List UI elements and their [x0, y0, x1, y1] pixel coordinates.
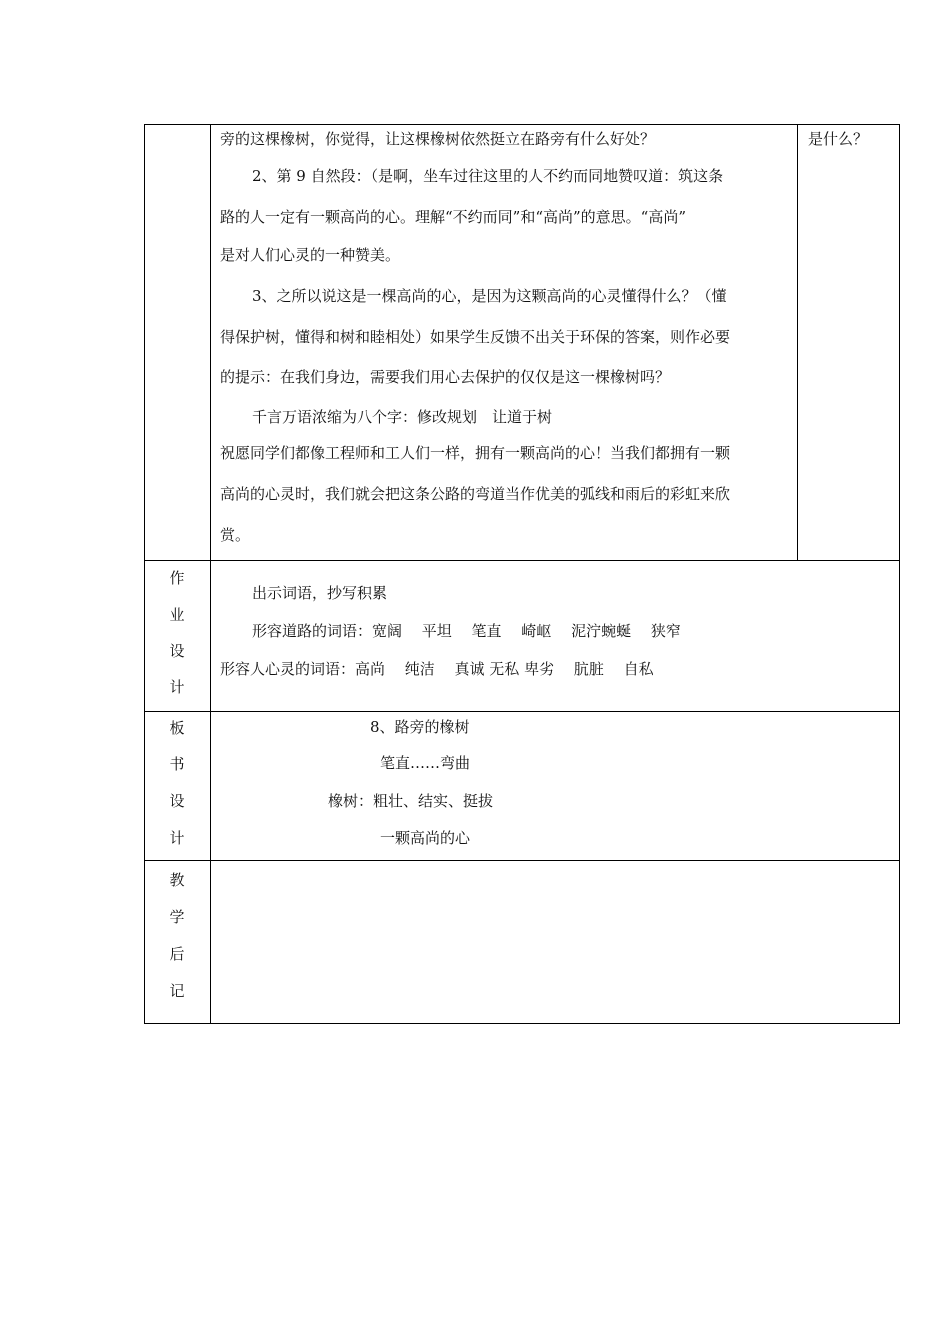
row-divider-board	[144, 711, 900, 712]
reflection-label-char: 后	[169, 945, 185, 963]
board-label-char: 板	[169, 719, 185, 737]
table-border-top	[144, 124, 900, 125]
reflection-label-char: 教	[169, 871, 185, 889]
board-line: 一颗高尚的心	[380, 829, 471, 847]
homework-label-char: 业	[169, 606, 185, 624]
homework-label-char: 作	[169, 569, 185, 587]
lesson-line: 3、之所以说这是一棵高尚的心，是因为这颗高尚的心灵懂得什么？（懂	[252, 287, 727, 305]
side-note: 是什么？	[808, 130, 869, 148]
homework-line: 形容人心灵的词语：高尚 纯洁 真诚 无私 卑劣 肮脏 自私	[220, 660, 654, 678]
reflection-label	[144, 860, 210, 1023]
table-border-bottom	[144, 1023, 900, 1024]
board-label-char: 计	[169, 829, 185, 847]
board-label-char: 设	[169, 792, 185, 810]
row-divider-homework	[144, 560, 900, 561]
reflection-label-char: 记	[169, 982, 185, 1000]
lesson-line: 的提示：在我们身边，需要我们用心去保护的仅仅是这一棵橡树吗？	[220, 368, 671, 386]
board-label	[144, 711, 210, 860]
homework-label	[144, 560, 210, 711]
lesson-line: 2、第 9 自然段：（是啊，坐车过往这里的人不约而同地赞叹道：筑这条	[252, 167, 724, 185]
board-label-char: 书	[169, 755, 185, 773]
lesson-line: 祝愿同学们都像工程师和工人们一样，拥有一颗高尚的心！当我们都拥有一颗	[220, 444, 731, 462]
lesson-line: 赏。	[220, 526, 251, 544]
homework-line: 出示词语，抄写积累	[252, 584, 388, 602]
reflection-label-char: 学	[169, 908, 185, 926]
board-line: 笔直……弯曲	[380, 754, 471, 772]
lesson-line: 路的人一定有一颗高尚的心。理解“不约而同”和“高尚”的意思。“高尚”	[220, 208, 687, 226]
board-title: 8、路旁的橡树	[370, 718, 470, 736]
lesson-line: 千言万语浓缩为八个字：修改规划 让道于树	[252, 408, 553, 426]
lesson-line: 旁的这棵橡树，你觉得，让这棵橡树依然挺立在路旁有什么好处？	[220, 130, 656, 148]
note-column-divider	[797, 124, 798, 560]
lesson-line: 高尚的心灵时，我们就会把这条公路的弯道当作优美的弧线和雨后的彩虹来欣	[220, 485, 731, 503]
reflection-content-area	[211, 861, 899, 1023]
lesson-plan-table	[144, 124, 900, 1024]
lesson-line: 得保护树，懂得和树和睦相处）如果学生反馈不出关于环保的答案，则作必要	[220, 328, 731, 346]
board-line: 橡树：粗壮、结实、挺拔	[328, 792, 494, 810]
lesson-line: 是对人们心灵的一种赞美。	[220, 246, 401, 264]
table-border-right	[899, 124, 900, 1024]
homework-label-char: 计	[169, 678, 185, 696]
homework-label-char: 设	[169, 642, 185, 660]
homework-line: 形容道路的词语：宽阔 平坦 笔直 崎岖 泥泞蜿蜒 狭窄	[252, 622, 681, 640]
